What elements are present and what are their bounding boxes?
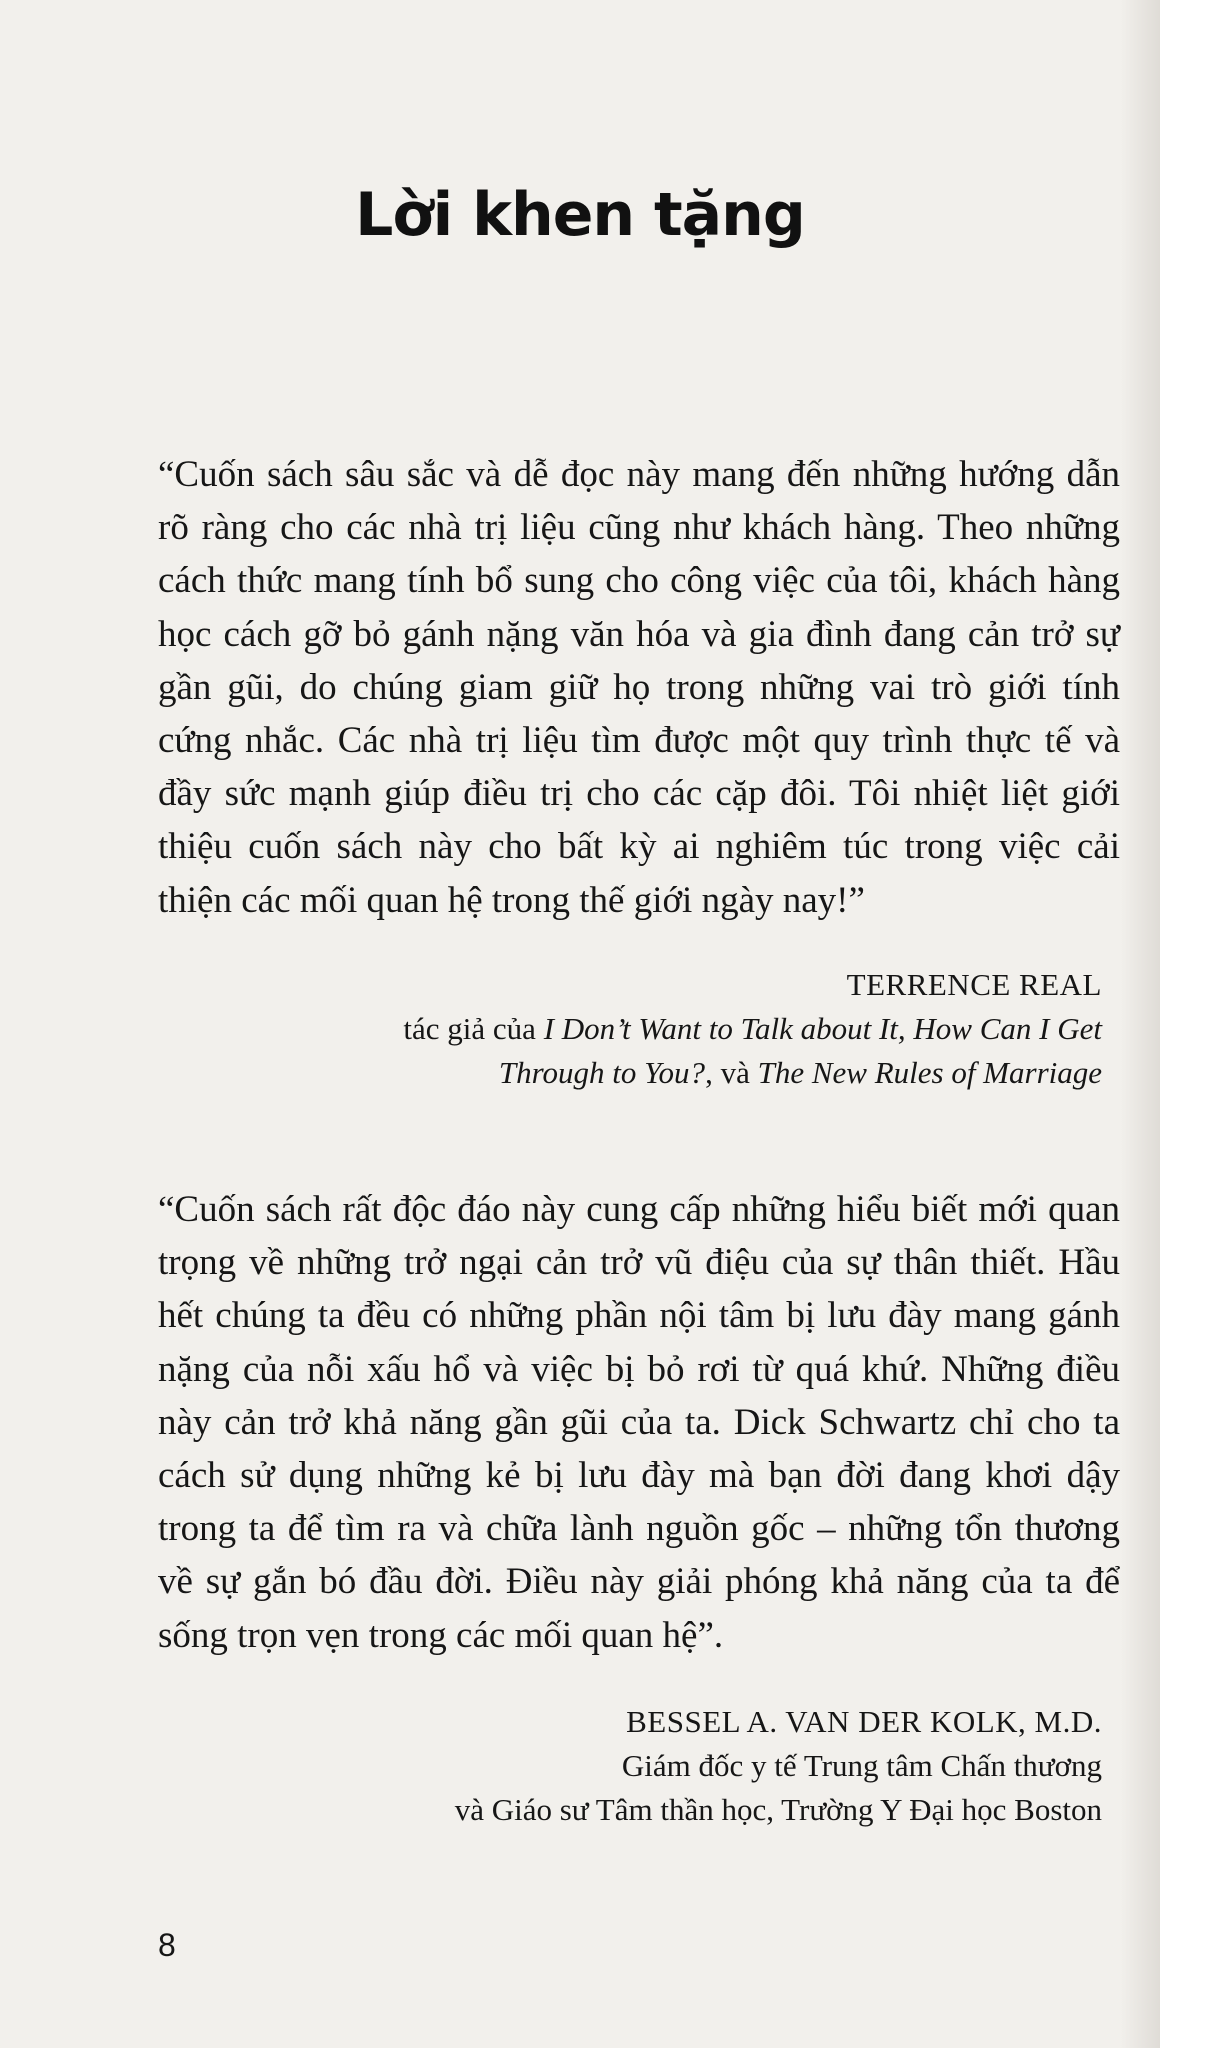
testimonial-role-line: và Giáo sư Tâm thần học, Trường Y Đại học Boston bbox=[454, 1792, 1102, 1827]
quote-line: này cản trở khả năng gần gũi của ta. Dick Schwartz chỉ cho ta bbox=[158, 1401, 1120, 1443]
quote-line: rõ ràng cho các nhà trị liệu cũng như khách hàng. Theo những bbox=[158, 507, 1120, 549]
testimonial-author: TERRENCE REAL bbox=[846, 967, 1102, 1002]
quote-line: cứng nhắc. Các nhà trị liệu tìm được một quy trình thực tế và bbox=[158, 720, 1120, 762]
quote-line: cách thức mang tính bổ sung cho công việc của tôi, khách hàng bbox=[158, 560, 1120, 602]
page-title: Lời khen tặng bbox=[355, 180, 805, 250]
book-title: I Don’t Want to Talk about It, How Can I Get bbox=[543, 1011, 1102, 1046]
quote-line: hết chúng ta đều có những phần nội tâm bị lưu đày mang gánh bbox=[158, 1295, 1120, 1337]
testimonial-role-line bbox=[202, 1007, 1102, 1051]
testimonial-author: BESSEL A. VAN DER KOLK, M.D. bbox=[626, 1704, 1102, 1739]
testimonial-1-quote bbox=[158, 448, 1120, 927]
quote-line: “Cuốn sách rất độc đáo này cung cấp những hiểu biết mới quan bbox=[158, 1189, 1120, 1230]
page-number: 8 bbox=[158, 1927, 176, 1963]
role-conjunction: , và bbox=[705, 1055, 758, 1090]
testimonial-role-line: Giám đốc y tế Trung tâm Chấn thương bbox=[621, 1748, 1102, 1783]
testimonial-1-attribution bbox=[202, 963, 1102, 1095]
page-edge-shadow bbox=[1120, 0, 1160, 2048]
book-title: Through to You? bbox=[498, 1055, 706, 1090]
book-title: The New Rules of Marriage bbox=[757, 1055, 1102, 1090]
quote-line: gần gũi, do chúng giam giữ họ trong những vai trò giới tính bbox=[158, 666, 1120, 708]
testimonial-role-line bbox=[202, 1051, 1102, 1095]
quote-line: sống trọn vẹn trong các mối quan hệ”. bbox=[158, 1614, 724, 1656]
quote-line: thiệu cuốn sách này cho bất kỳ ai nghiêm túc trong việc cải bbox=[158, 826, 1120, 868]
quote-line: về sự gắn bó đầu đời. Điều này giải phóng khả năng của ta để bbox=[158, 1561, 1120, 1603]
quote-line: trong ta để tìm ra và chữa lành nguồn gốc – những tổn thương bbox=[158, 1508, 1120, 1550]
testimonial-2-attribution bbox=[202, 1700, 1102, 1832]
quote-line: thiện các mối quan hệ trong thế giới ngày nay!” bbox=[158, 879, 865, 921]
role-prefix: tác giả của bbox=[403, 1011, 544, 1046]
quote-line: nặng của nỗi xấu hổ và việc bị bỏ rơi từ quá khứ. Những điều bbox=[158, 1348, 1120, 1390]
quote-line: đầy sức mạnh giúp điều trị cho các cặp đôi. Tôi nhiệt liệt giới bbox=[158, 773, 1120, 815]
quote-line: cách sử dụng những kẻ bị lưu đày mà bạn đời đang khơi dậy bbox=[158, 1455, 1120, 1497]
testimonial-2-quote bbox=[158, 1183, 1120, 1662]
quote-line: trọng về những trở ngại cản trở vũ điệu của sự thân thiết. Hầu bbox=[158, 1242, 1120, 1284]
quote-line: “Cuốn sách sâu sắc và dễ đọc này mang đến những hướng dẫn bbox=[158, 454, 1120, 495]
quote-line: học cách gỡ bỏ gánh nặng văn hóa và gia đình đang cản trở sự bbox=[158, 613, 1120, 655]
